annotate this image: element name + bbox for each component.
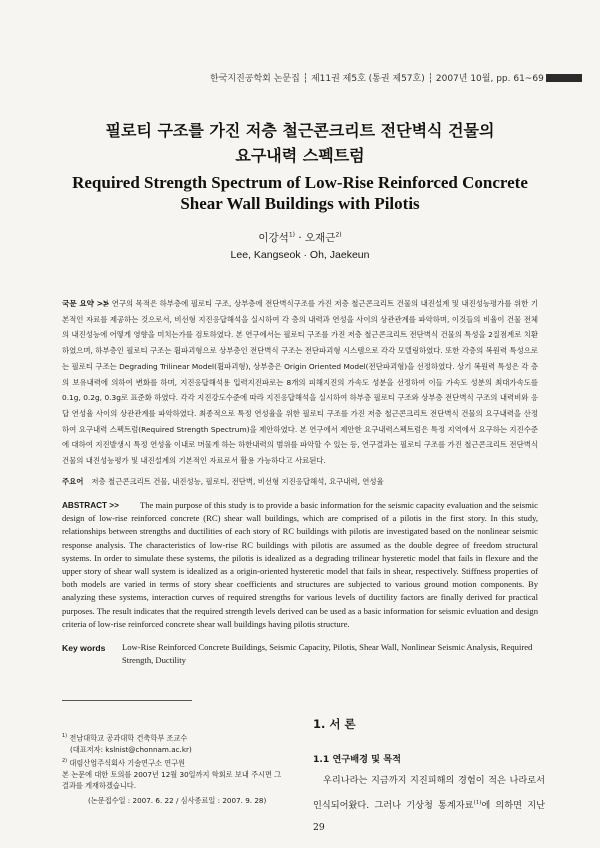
section-heading-introduction: 1. 서 론	[313, 717, 356, 731]
author-separator: ·	[294, 232, 305, 244]
author2-affiliation-mark: 2)	[335, 231, 342, 239]
author1-affiliation-mark: 1)	[288, 231, 295, 239]
introduction-body-b: 에 의하면 지난 29	[313, 800, 546, 834]
korean-abstract: 본 연구의 목적은 하부층에 필로티 구조, 상부층에 전단벽식구조를 가진 저층 철근콘크리트 건물의 내진설계 및 내진성능평가를 위한 기본적인 자료를 제공하는 것으로서, 비선형 지진응답해석을 실시하여 각 층의 내력과 연성을 사이의 상관관계를 파악하며, 이것들의 비율이 건물 전체의 내진성능에 어떻게 영향을 미치는가를 검토하였다. 본 연구에서는 필로티 구조를 가진 저층 철근콘크리트 전단벽식 건물의 특성을 2질점계로 치환하였으며, 하부층인 필로티 구조는 휨파괴형으로 상부층인 전단벽식 구조는 전단파괴형 시스템으로 각각 모델링하였다. 또한 각층의 복원력 특성으로는 필로티 구조는 Degrading Trilinear Model(휨파괴형), 상부층은 Origin Oriented Model(전단파괴형)을 선정하였다. 상기 복원력 특성은 각 층의 보유내력에 의하여 변화를 하며, 지진응답해석용 입력지진파로는 8개의 피해지진의 가속도 성분을 선정하여 이들 가속도 성분의 최대가속도를 0.1g, 0.2g, 0.3g로 표준화 하였다. 각각 지진강도수준에 따라 지진응답해석을 실시하여 하부층 필로티 구조와 상부층 전단벽식 구조의 내력비와 응답 연성율 사이의 상관관계를 파악하였다. 최종적으로 특정 연성율을 위한 필로티 구조를 가진 저층 철근콘크리트 전단벽식 건물의 요구내력을 산정하여 요구내력 스펙트럼(Required Strength Spectrum)을 제안하였다. 본 연구에서 제안한 요구내력스펙트럼은 특정 지역에서 요구하는 지진수준에 대하여 지진발생시 특정 연성율 이내로 머물게 하는 하한내력의 범위를 파악할 수 있는 등, 연구결과는 필로티 구조를 가진 철근콘크리트 전단벽식 건물의 내진성능평가 및 내진설계의 기본적인 자료로서 활용 가능하다고 사료된다.	[62, 299, 538, 466]
footnote-2-text: 대림산업주식회사 기술연구소 연구원	[67, 757, 186, 767]
english-keywords-label: Key words	[62, 643, 106, 653]
english-title-line1: Required Strength Spectrum of Low-Rise Reinforced Concrete	[72, 173, 528, 192]
introduction-body-a: 우리나라는 지금까지 지진피해의 경험이 적은 나라로서 인식되어왔다. 그러나 기상청 통계자료	[313, 775, 545, 812]
footnotes	[62, 731, 282, 806]
korean-keywords	[62, 476, 538, 487]
korean-title-line2: 요구내력 스펙트럼	[235, 146, 365, 165]
authors-korean	[60, 230, 540, 245]
english-keywords-list: Low-Rise Reinforced Concrete Buildings, Seismic Capacity, Pilotis, Shear Wall, Nonlinear Seismic Analysis, Required Strength, Ductility	[122, 642, 533, 666]
author2-name: 오재근	[305, 232, 336, 244]
korean-abstract-label: 국문 요약 >>	[62, 299, 110, 308]
footnote-1	[62, 731, 282, 744]
korean-title-line1: 필로티 구조를 가진 저층 철근콘크리트 전단벽식 건물의	[105, 121, 495, 140]
korean-keywords-list: 저층 철근콘크리트 건물, 내진성능, 필로티, 전단벽, 비선형 지진응답해석, 요구내력, 연성율	[91, 477, 384, 486]
footnote-1-text: 전남대학교 공과대학 건축학부 조교수	[67, 733, 188, 743]
footnote-2	[62, 756, 282, 769]
author1-name: 이강석	[258, 232, 289, 244]
korean-keywords-label: 주요어	[62, 477, 84, 486]
discussion-note: 본 논문에 대한 토의를 2007년 12월 30일까지 학회로 보내 주시면 그 결과를 게재하겠습니다.	[62, 769, 282, 791]
running-head	[210, 71, 550, 84]
footnote-1-contact: (대표저자: kslnist@chonnam.ac.kr)	[70, 744, 192, 754]
footnote-1-mark: 1)	[62, 733, 68, 739]
english-abstract-label: ABSTRACT >>	[62, 501, 119, 510]
english-title	[60, 172, 540, 214]
running-head-text: 한국지진공학회 논문집 ┆ 제11권 제5호 (통권 제57호) ┆ 2007년 10월, pp. 61~69	[210, 74, 544, 84]
english-title-line2: Shear Wall Buildings with Pilotis	[180, 194, 420, 213]
header-bar-mark	[546, 74, 582, 82]
received-dates: (논문접수일 : 2007. 6. 22 / 심사종료일 : 2007. 9. 28)	[88, 795, 267, 805]
korean-title	[60, 118, 540, 168]
english-abstract: The main purpose of this study is to provide a basic information for the seismic capacity evaluation and the seismic design of low-rise reinforced concrete (RC) shear wall buildings, which are comprised of a pilotis in the first story. In this study, relationships between strengths and ductilities of each story of RC buildings with pilotis are investigated based on the nonlinear seismic response analysis. The characteristics of low-rise RC buildings with pilotis are assumed as the double degree of freedom structural systems. In order to simulate these systems, the pilotis is idealized as a degrading trilinear hysteretic model that fails in flexure and the upper story of shear wall system is idealized as a origin-oriented hysteretic model that fails in shear, respectively. Stiffness properties of both models are varied in terms of story shear coefficients and structures are subjected to various ground motion components. By analyzing these systems, interaction curves of required strengths for various levels of ductility factors are finally derived for practical purposes. The result indicates that the required strength levels derived can be used as a basic information for seismic evluation and design criteria of low-rise reinforced concrete shear wall buildings having pilotis structure.	[62, 500, 538, 629]
introduction-body	[313, 770, 545, 839]
citation-mark: (1)	[473, 800, 482, 806]
authors-english: Lee, Kangseok · Oh, Jaekeun	[230, 249, 370, 261]
subsection-heading: 1.1 연구배경 및 목적	[313, 754, 401, 765]
footnote-divider	[62, 700, 192, 701]
footnote-2-mark: 2)	[62, 757, 68, 764]
